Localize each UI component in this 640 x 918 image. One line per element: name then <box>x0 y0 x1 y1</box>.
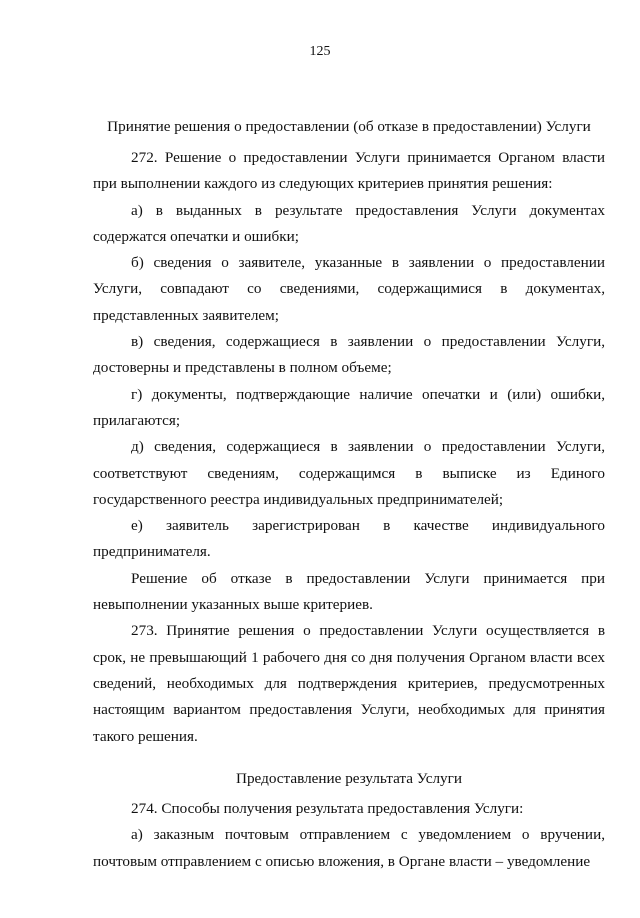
section-body-result <box>93 796 605 875</box>
criterion-a: а) в выданных в результате предоставления Услуги документах содержатся опечатки и ошибки; <box>93 201 605 245</box>
criterion-e: е) заявитель зарегистрирован в качестве индивидуального предпринимателя. <box>93 517 605 561</box>
paragraph-272: 272. Решение о предоставлении Услуги принимается Органом власти при выполнении каждого из следующих критериев принятия решения: <box>93 149 605 193</box>
section-heading-result <box>93 766 605 792</box>
section-heading-decision <box>93 114 605 140</box>
section-heading-result-text: Предоставление результата Услуги <box>236 770 462 787</box>
criterion-v: в) сведения, содержащиеся в заявлении о предоставлении Услуги, достоверны и представлены в полном объеме; <box>93 333 605 377</box>
method-a: а) заказным почтовым отправлением с уведомлением о вручении, почтовым отправлением с описью вложения, в Органе власти – уведомление <box>93 826 605 870</box>
criterion-d: д) сведения, содержащиеся в заявлении о предоставлении Услуги, соответствуют сведениям, содержащимся в выписке из Единого государственного реестра индивидуальных предпринимателей; <box>93 438 605 508</box>
paragraph-273: 273. Принятие решения о предоставлении Услуги осуществляется в срок, не превышающий 1 рабочего дня со дня получения Органом власти всех сведений, необходимых для подтверждения критериев, предусмотренных настоящим вариантом предоставления Услуги, необходимых для принятия такого решения. <box>93 622 605 745</box>
refusal-paragraph: Решение об отказе в предоставлении Услуги принимается при невыполнении указанных выше критериев. <box>93 569 605 614</box>
section-heading-decision-text: Принятие решения о предоставлении (об отказе в предоставлении) Услуги <box>107 118 591 135</box>
criterion-g: г) документы, подтверждающие наличие опечатки и (или) ошибки, прилагаются; <box>93 385 605 429</box>
section-body-decision <box>93 145 605 750</box>
paragraph-274: 274. Способы получения результата предоставления Услуги: <box>131 800 524 817</box>
page-number: 125 <box>309 44 331 59</box>
criterion-b: б) сведения о заявителе, указанные в заявлении о предоставлении Услуги, совпадают со сведениями, содержащимися в документах, представленных заявителем; <box>93 254 605 324</box>
